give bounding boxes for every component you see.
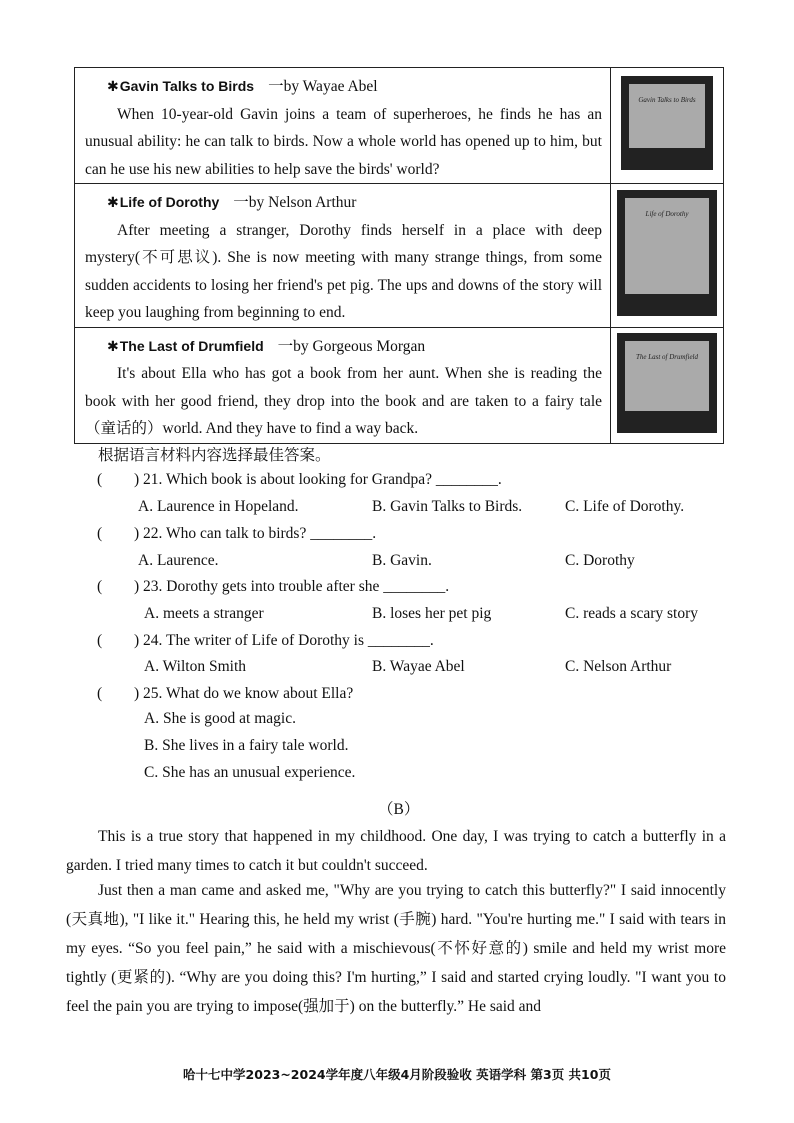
option-a[interactable]: A. She is good at magic. xyxy=(144,710,296,727)
book-cover-image xyxy=(617,333,717,433)
option-a[interactable]: A. Laurence. xyxy=(138,552,219,569)
answer-blank[interactable]: ( xyxy=(97,632,103,649)
option-c[interactable]: C. She has an unusual experience. xyxy=(144,764,356,781)
book-description: After meeting a stranger, Dorothy finds herself in a place with deep mystery(不可思议). She is now meeting with many strange things, from some sudden accidents to losing her friend's pet pig. The ups and downs of the story will keep you laughing from beginning to end. xyxy=(85,221,602,321)
option-c[interactable]: C. Life of Dorothy. xyxy=(565,498,685,515)
book-cover-image xyxy=(617,190,717,316)
book-entry xyxy=(75,327,611,443)
option-b[interactable]: B. Wayae Abel xyxy=(372,658,465,675)
option-c[interactable]: C. reads a scary story xyxy=(565,605,698,622)
passage-paragraph: This is a true story that happened in my childhood. One day, I was trying to catch a butterfly in a garden. I tried many times to catch it but couldn't succeed. xyxy=(66,828,726,874)
book-cover-image xyxy=(621,76,713,170)
book-cover-cell xyxy=(611,68,724,184)
book-cover-cell xyxy=(611,184,724,328)
book-author: 一by Nelson Arthur xyxy=(233,194,357,211)
book-description: It's about Ella who has got a book from her aunt. When she is reading the book with her good friend, they drop into the book and are taken to a fairy tale（童话的）world. And they have to find a way back. xyxy=(85,365,602,437)
option-b[interactable]: B. loses her pet pig xyxy=(372,605,492,622)
book-title: ✱Life of Dorothy xyxy=(107,194,220,210)
book-title: ✱Gavin Talks to Birds xyxy=(107,78,255,94)
option-a[interactable]: A. Wilton Smith xyxy=(144,658,247,675)
option-c[interactable]: C. Nelson Arthur xyxy=(565,658,672,675)
book-author: 一by Wayae Abel xyxy=(268,78,378,95)
option-a[interactable]: A. Laurence in Hopeland. xyxy=(138,498,299,515)
question-text: ) 25. What do we know about Ella? xyxy=(134,685,354,702)
cover-title: Gavin Talks to Birds xyxy=(638,96,696,104)
section-heading: （B） xyxy=(378,801,420,818)
book-entry xyxy=(75,68,611,184)
instruction: 根据语言材料内容选择最佳答案。 xyxy=(98,447,331,464)
question-text: ) 24. The writer of Life of Dorothy is ________. xyxy=(134,632,434,649)
question-text: ) 22. Who can talk to birds? ________. xyxy=(134,525,377,542)
answer-blank[interactable]: ( xyxy=(97,471,103,488)
option-b[interactable]: B. Gavin. xyxy=(372,552,432,569)
book-entry xyxy=(75,184,611,328)
answer-blank[interactable]: ( xyxy=(97,525,103,542)
book-author: 一by Gorgeous Morgan xyxy=(277,337,426,355)
cover-title: The Last of Drumfield xyxy=(635,352,699,361)
passage-paragraph: Just then a man came and asked me, "Why are you trying to catch this butterfly?" I said innocently (天真地), "I like it." Hearing this, he held my wrist (手腕) hard. "You're hurting me." I said with tears in my eyes. “So you feel pain,” he said with a mischievous(不怀好意的) smile and held my wrist more tightly (更紧的). “Why are you doing this? I'm hurting,” I said and started crying loudly. "I want you to feel the pain you are trying to impose(强加于) on the butterfly.” He said and xyxy=(66,882,726,1015)
book-description: When 10-year-old Gavin joins a team of superheroes, he finds he has an unusual ability: he can talk to birds. Now a whole world has opened up to him, but can he use his new abilities to help save the birds' world? xyxy=(85,105,602,178)
answer-blank[interactable]: ( xyxy=(97,578,103,595)
question-text: ) 21. Which book is about looking for Grandpa? ________. xyxy=(134,471,502,488)
book-cover-cell xyxy=(611,327,724,443)
page-footer: 哈十七中学2023~2024学年度八年级4月阶段验收 英语学科 第3页 共10页 xyxy=(183,1067,611,1082)
option-b[interactable]: B. Gavin Talks to Birds. xyxy=(372,498,523,515)
book-table xyxy=(74,67,724,444)
option-a[interactable]: A. meets a stranger xyxy=(144,605,264,622)
answer-blank[interactable]: ( xyxy=(97,685,103,702)
option-b[interactable]: B. She lives in a fairy tale world. xyxy=(144,737,349,754)
question-text: ) 23. Dorothy gets into trouble after she ________. xyxy=(134,578,450,595)
option-c[interactable]: C. Dorothy xyxy=(565,552,635,569)
book-title: ✱The Last of Drumfield xyxy=(107,337,264,354)
cover-title: Life of Dorothy xyxy=(645,209,689,218)
